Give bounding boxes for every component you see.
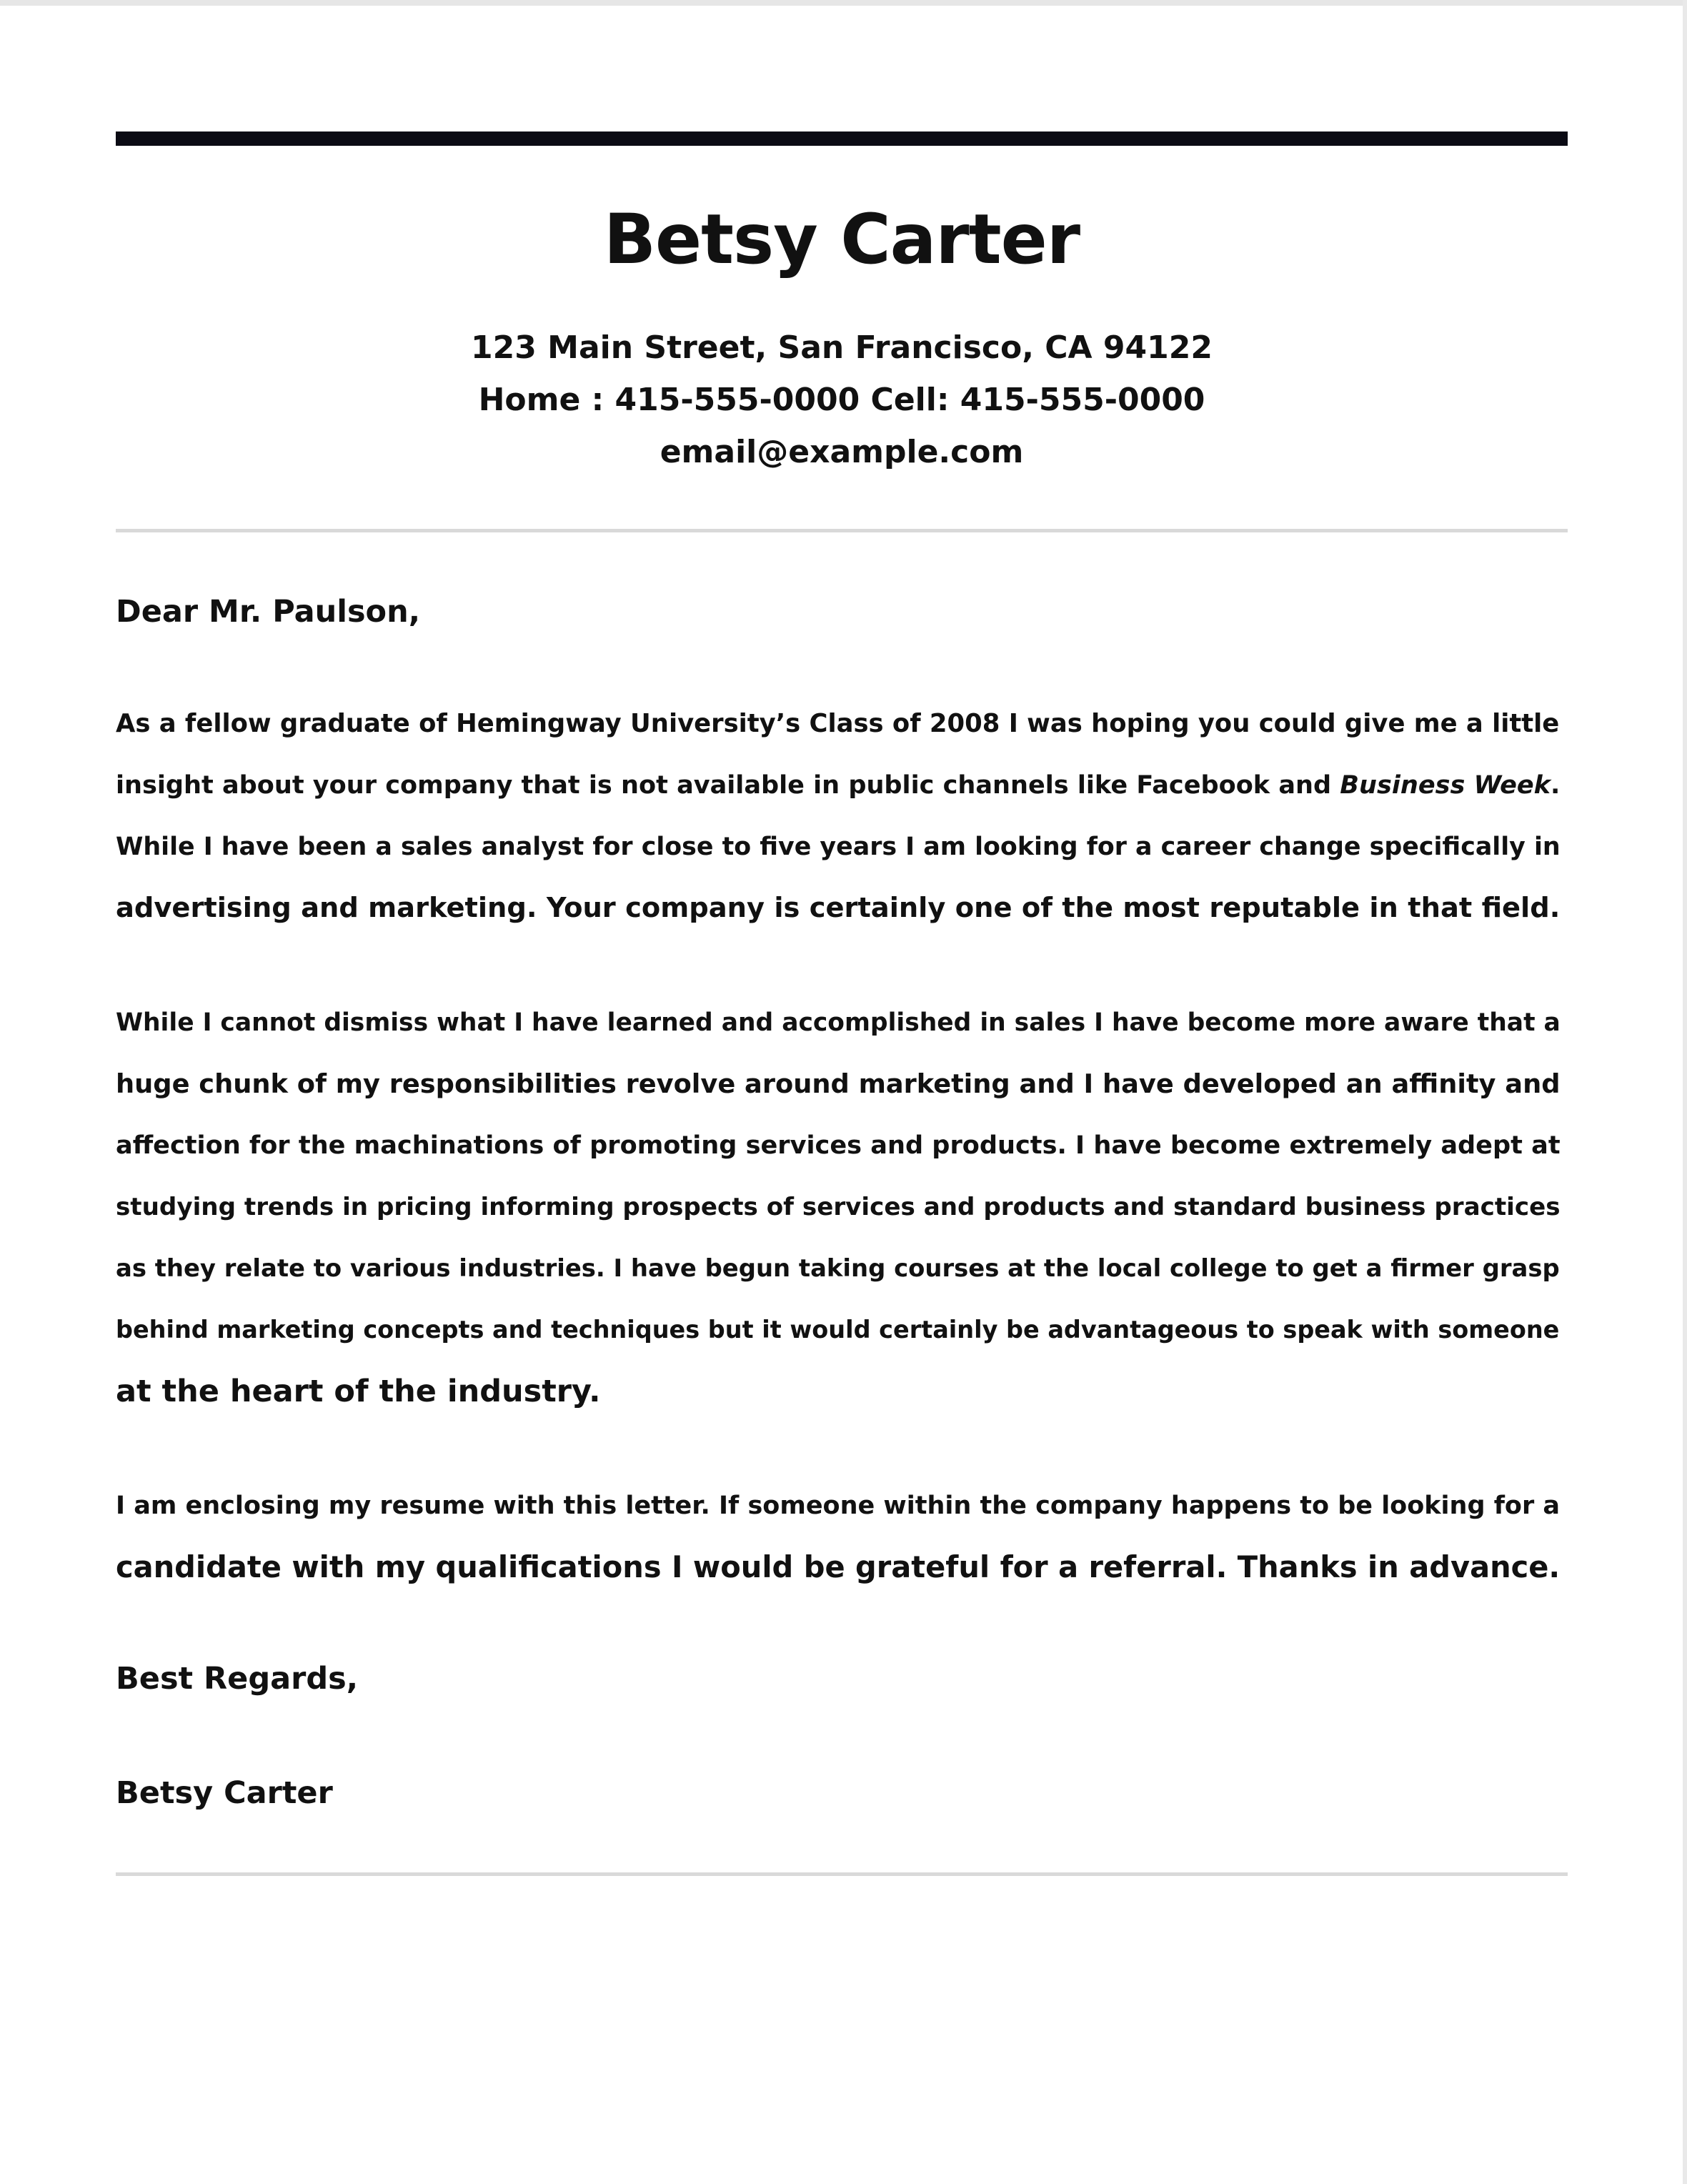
paragraph-2-line-6: behind marketing concepts and techniques but it would certainly be advantageous to speak with someone [116, 1316, 1560, 1344]
paragraph-1 [116, 693, 1568, 939]
header-top-rule [116, 131, 1568, 146]
phone-line: Home : 415-555-0000 Cell: 415-555-0000 [478, 382, 1205, 418]
paragraph-3-line-2: candidate with my qualifications I would be grateful for a referral. Thanks in advance. [116, 1549, 1561, 1584]
page-edge-right [1683, 0, 1687, 2184]
paragraph-2-line-2: huge chunk of my responsibilities revolve around marketing and I have developed an affinity and [116, 1068, 1561, 1099]
footer-divider [116, 1872, 1568, 1876]
header-divider [116, 529, 1568, 532]
closing: Best Regards, [116, 1661, 359, 1697]
paragraph-1-line-2-end: . [1551, 770, 1561, 800]
paragraph-3 [116, 1475, 1568, 1598]
address-line: 123 Main Street, San Francisco, CA 94122 [471, 329, 1213, 366]
paragraph-2 [116, 992, 1568, 1422]
paragraph-1-line-3: While I have been a sales analyst for close to five years I am looking for a career change specifically in [116, 833, 1561, 861]
cover-letter [116, 0, 1568, 2184]
paragraph-1-line-1: As a fellow graduate of Hemingway University’s Class of 2008 I was hoping you could give me a little [116, 709, 1560, 738]
paragraph-2-line-5: as they relate to various industries. I have begun taking courses at the local college to get a firmer grasp [116, 1254, 1560, 1282]
paragraph-2-line-1: While I cannot dismiss what I have learned and accomplished in sales I have become more aware that a [116, 1008, 1561, 1037]
paragraph-1-line-2-start: insight about your company that is not available in public channels like Facebook and [116, 770, 1340, 800]
publication-title: Business Week [1340, 770, 1551, 800]
contact-block [116, 322, 1568, 478]
paragraph-2-line-4: studying trends in pricing informing prospects of services and products and standard business practices [116, 1193, 1561, 1221]
paragraph-3-line-1: I am enclosing my resume with this letter. If someone within the company happens to be looking for a [116, 1491, 1561, 1520]
email-line: email@example.com [660, 434, 1024, 470]
salutation: Dear Mr. Paulson, [116, 594, 421, 630]
paragraph-1-line-2 [116, 755, 1568, 816]
applicant-name: Betsy Carter [603, 199, 1080, 279]
signature-name: Betsy Carter [116, 1775, 333, 1811]
paragraph-2-line-7: at the heart of the industry. [116, 1374, 601, 1409]
paragraph-1-line-4: advertising and marketing. Your company is certainly one of the most reputable in that field. [116, 892, 1561, 924]
paragraph-2-line-3: affection for the machinations of promoting services and products. I have become extremely adept at [116, 1131, 1561, 1160]
